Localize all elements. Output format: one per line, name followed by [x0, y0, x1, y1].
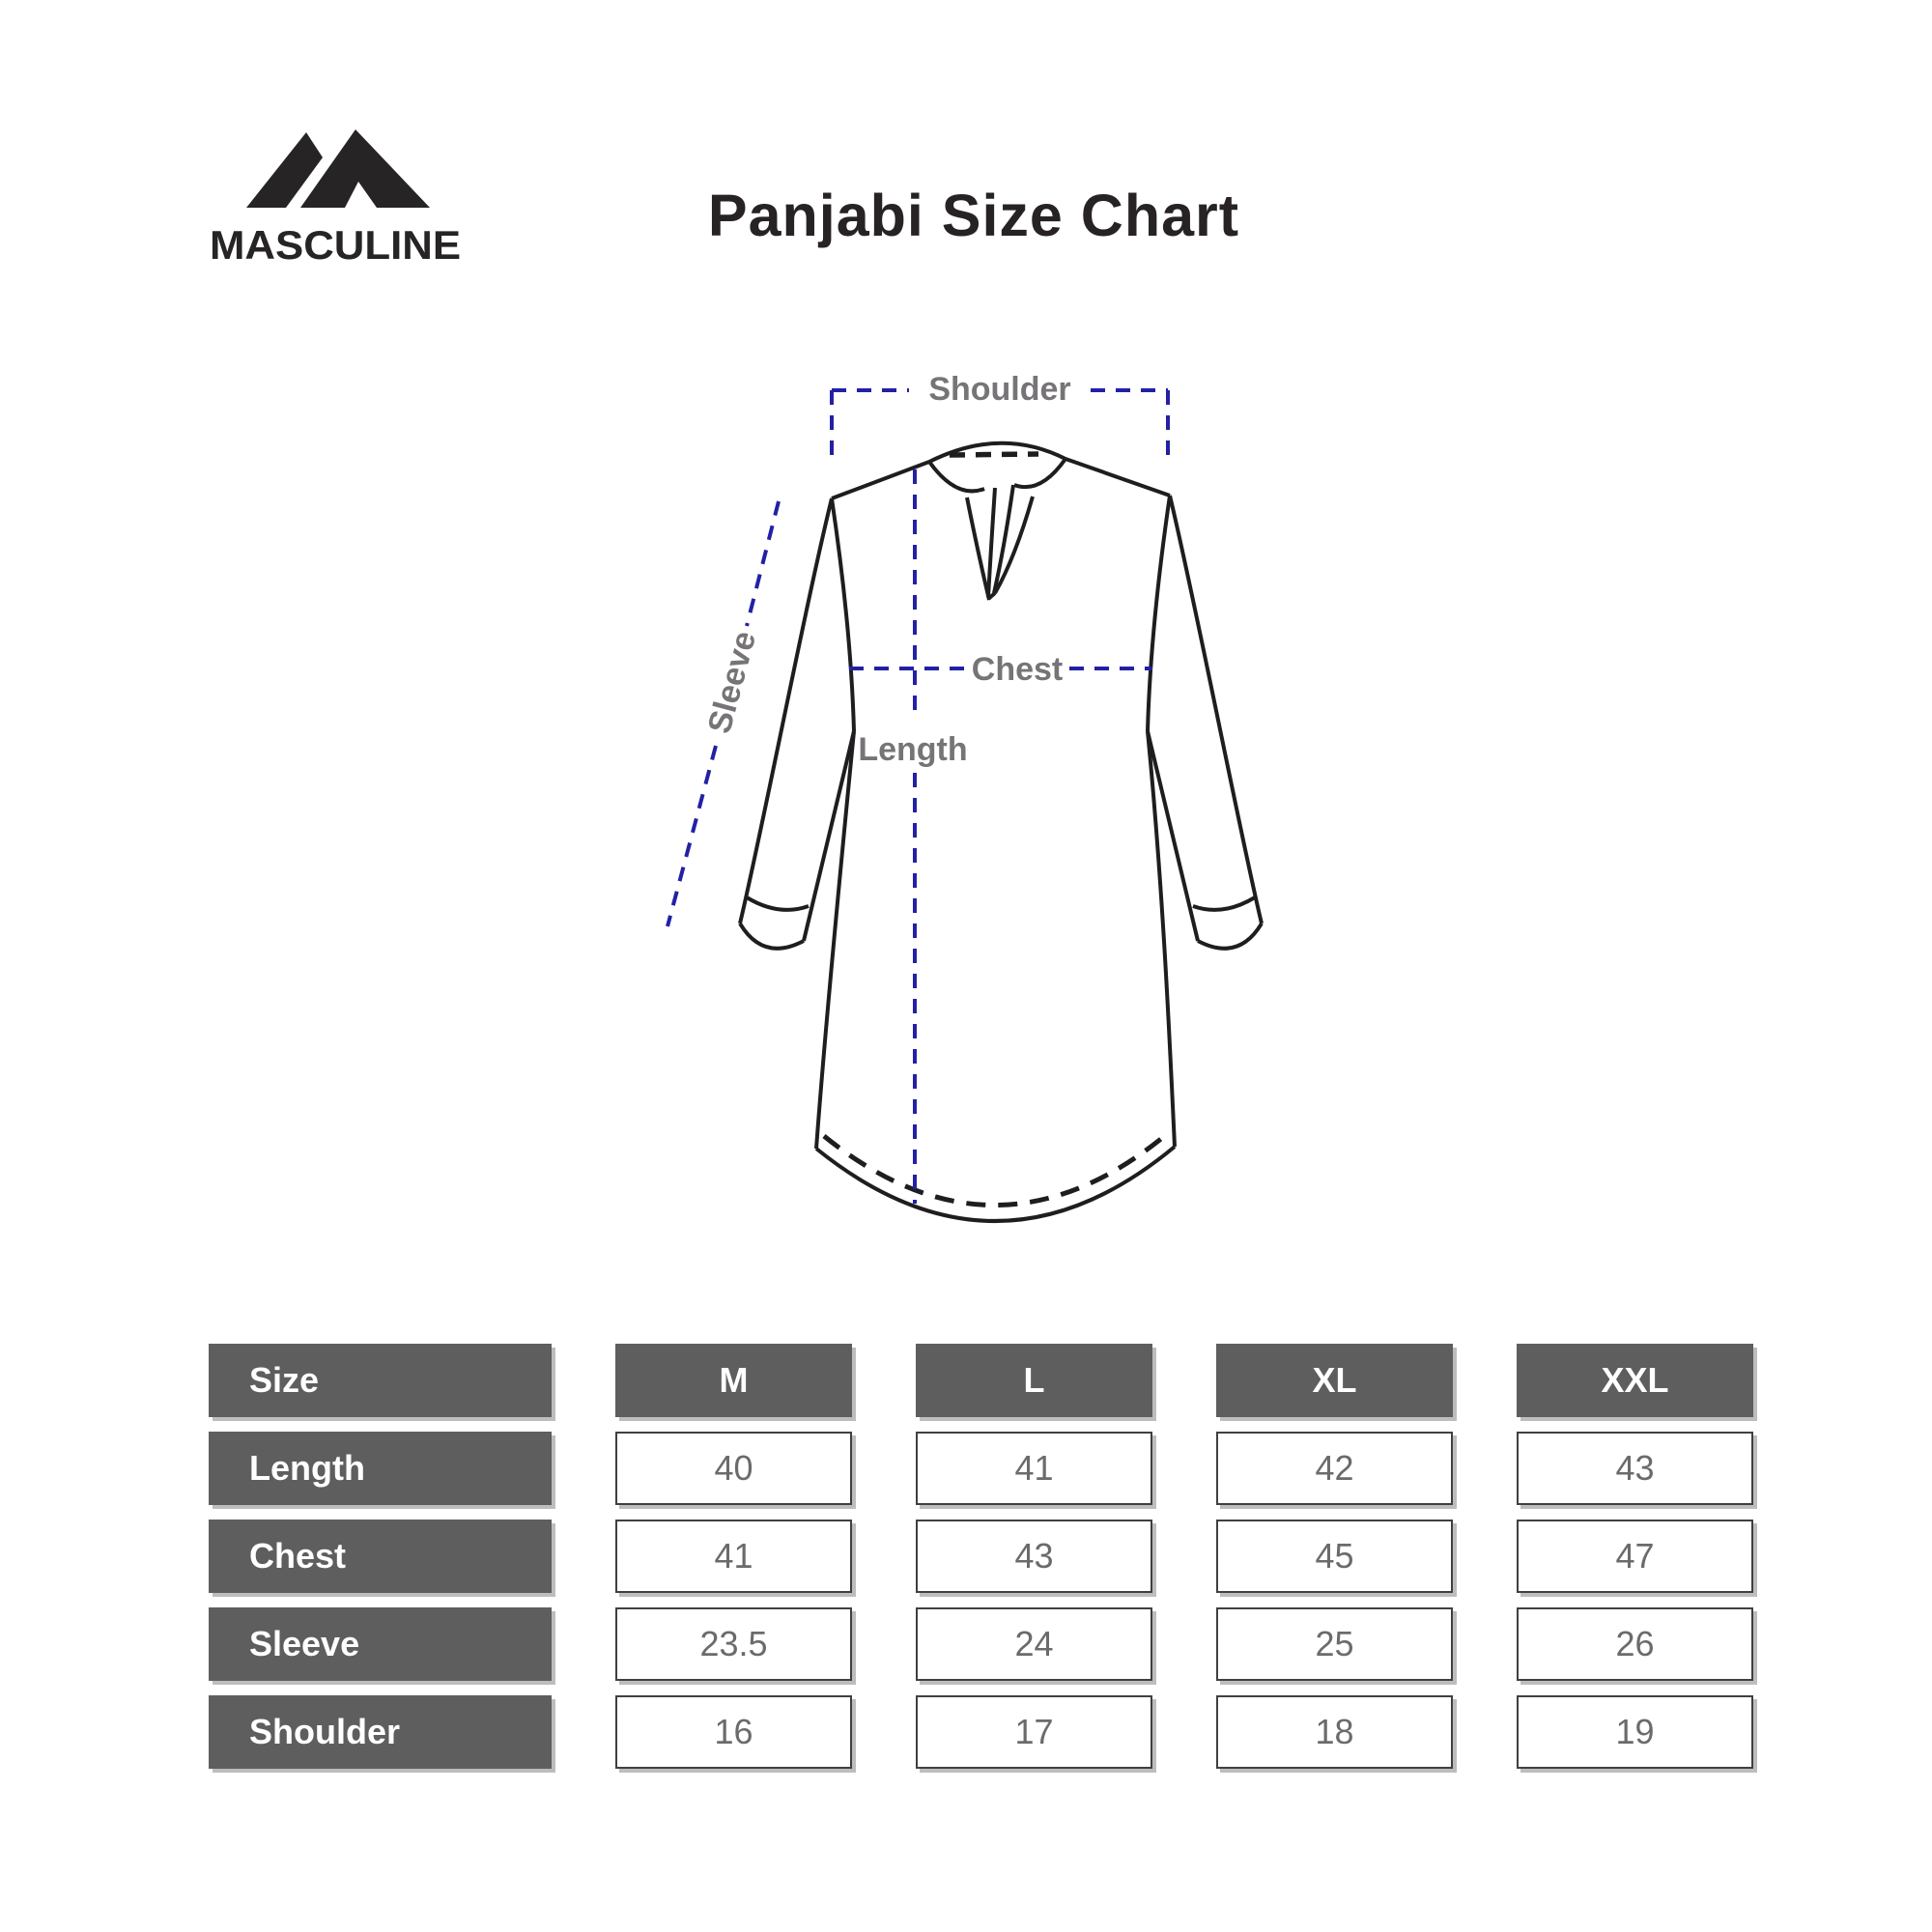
armhole-left	[832, 498, 854, 731]
length-m-value: 40	[615, 1432, 852, 1505]
shoulder-m-value: 16	[615, 1695, 852, 1769]
shoulder-xl-value: 18	[1216, 1695, 1453, 1769]
chest-xxl-value: 47	[1517, 1520, 1753, 1593]
shoulder-measure-label: Shoulder	[928, 371, 1071, 408]
brand-logo	[210, 129, 461, 268]
panjabi-garment-drawing	[740, 443, 1262, 1221]
sleeve-xxl-value: 26	[1517, 1607, 1753, 1681]
collar-lower-left	[929, 462, 984, 491]
row-label-sleeve: Sleeve	[209, 1607, 552, 1681]
cuff-band-right	[1193, 897, 1255, 910]
sleeve-m-value: 23.5	[615, 1607, 852, 1681]
size-column-header-l: L	[916, 1344, 1152, 1417]
placket-left-outer	[967, 497, 989, 600]
page-title: Panjabi Size Chart	[707, 183, 1240, 248]
hem-curve	[816, 1147, 1175, 1221]
sleeve-outer-right	[1170, 496, 1262, 923]
measurement-guides	[668, 371, 1168, 1204]
chest-xl-value: 45	[1216, 1520, 1453, 1593]
sleeve-outer-left	[740, 498, 832, 923]
size-column-header-m: M	[615, 1344, 852, 1417]
size-column-header-xl: XL	[1216, 1344, 1453, 1417]
collar-stitch-dash	[950, 454, 1038, 455]
length-xl-value: 42	[1216, 1432, 1453, 1505]
cuff-band-left	[747, 897, 809, 910]
sleeve-inner-left	[804, 731, 854, 941]
placket-right-outer	[995, 497, 1033, 593]
row-label-shoulder: Shoulder	[209, 1695, 552, 1769]
sleeve-l-value: 24	[916, 1607, 1152, 1681]
length-l-value: 41	[916, 1432, 1152, 1505]
shoulder-seam-right	[1065, 459, 1170, 496]
cuff-opening-left	[740, 923, 804, 949]
hem-stitch-dash	[824, 1134, 1167, 1206]
sleeve-xl-value: 25	[1216, 1607, 1453, 1681]
row-label-chest: Chest	[209, 1520, 552, 1593]
length-xxl-value: 43	[1517, 1432, 1753, 1505]
size-column-header-xxl: XXL	[1517, 1344, 1753, 1417]
length-measure-label: Length	[858, 731, 968, 768]
shoulder-xxl-value: 19	[1517, 1695, 1753, 1769]
chest-measure-label: Chest	[971, 651, 1064, 688]
shoulder-l-value: 17	[916, 1695, 1152, 1769]
brand-name: MASCULINE	[210, 222, 461, 268]
body-side-left	[816, 731, 854, 1149]
placket-v-left	[988, 488, 995, 597]
chest-m-value: 41	[615, 1520, 852, 1593]
cuff-opening-right	[1198, 923, 1262, 949]
chest-l-value: 43	[916, 1520, 1152, 1593]
size-table	[209, 1344, 1753, 1769]
logo-right-peak-icon	[300, 129, 430, 208]
collar-lower-right	[1014, 459, 1065, 487]
table-corner-header: Size	[209, 1344, 552, 1417]
armhole-right	[1148, 496, 1170, 731]
sleeve-measure-label: Sleeve	[700, 627, 764, 738]
row-label-length: Length	[209, 1432, 552, 1505]
